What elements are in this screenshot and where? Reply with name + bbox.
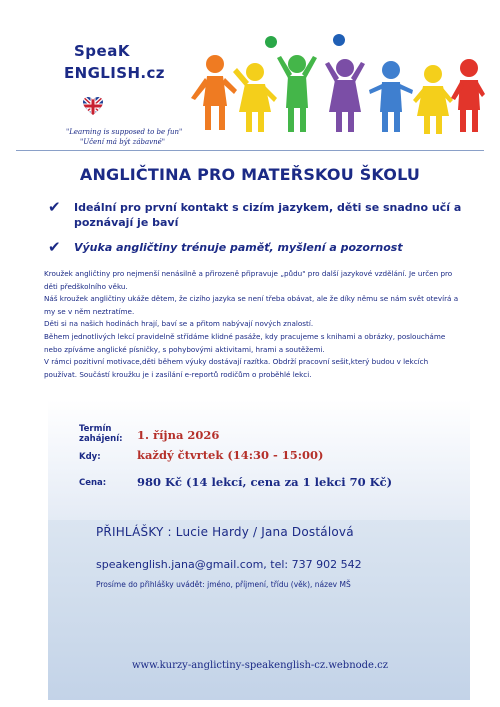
highlight-item	[48, 240, 468, 255]
highlight-text: Ideální pro první kontakt s cizím jazykem, děti se snadno učí a poznávají je baví	[74, 201, 462, 229]
checkmark-icon: ✔	[48, 238, 61, 256]
start-date-value: 1. října 2026	[137, 428, 220, 442]
checkmark-icon: ✔	[48, 198, 61, 216]
when-value: každý čtvrtek (14:30 - 15:00)	[137, 448, 324, 462]
tagline-english: "Learning is supposed to be fun"	[66, 128, 183, 136]
website-url: www.kurzy-anglictiny-speakenglish-cz.webnode.cz	[131, 660, 389, 671]
highlight-text: Výuka angličtiny trénuje paměť, myšlení a pozornost	[74, 241, 403, 254]
description-paragraph: V rámci pozitivní motivace,děti během výuky dostávají razítka. Obdrží pracovní sešit,který budou v lekcích používat. Součástí kroužku je i zasílání e-reportů rodičům o proběhlé lekci.	[44, 357, 429, 379]
highlight-item	[48, 200, 468, 230]
page-title: ANGLIČTINA PRO MATEŘSKOU ŠKOLU	[79, 165, 421, 184]
header-divider	[16, 150, 484, 151]
price-label: Cena:	[79, 478, 107, 488]
contact-panel	[48, 520, 470, 700]
logo-english-text: ENGLISH.cz	[64, 64, 165, 82]
highlights-list	[48, 200, 468, 265]
uk-flag-heart-icon	[82, 96, 104, 116]
children-illustration	[185, 28, 485, 138]
contact-email-phone: speakenglish.jana@gmail.com, tel: 737 902 542	[96, 558, 362, 571]
start-label-line1: Termín	[79, 424, 112, 434]
description-paragraph: Kroužek angličtiny pro nejmenší nenásilně a přirozeně připravuje „půdu" pro další jazykové vzdělání. Je určen pro děti předškolního věku.	[44, 269, 453, 291]
description-paragraph: Během jednotlivých lekcí pravidelně střídáme klidné pasáže, kdy pracujeme s knihami a obrázky, posloucháme nebo zpíváme anglické písničky, s pohybovými aktivitami, hrami a soutěžemi.	[44, 331, 446, 354]
price-value: 980 Kč (14 lekcí, cena za 1 lekci 70 Kč)	[137, 475, 393, 489]
logo-speak-text: SpeaK	[74, 42, 130, 60]
description-paragraph: Náš kroužek angličtiny ukáže dětem, že cizího jazyka se není třeba obávat, ale že díky němu se nám svět otevírá a my se v něm neztratíme.	[44, 294, 459, 316]
description-paragraph: Děti si na našich hodinách hrají, baví se a přitom nabývají nových znalostí.	[44, 319, 314, 329]
registration-note: Prosíme do přihlášky uvádět: jméno, příjmení, třídu (věk), název MŠ	[96, 580, 351, 589]
tagline-czech: "Učení má být zábavné"	[80, 138, 166, 146]
when-label: Kdy:	[79, 452, 101, 462]
description	[44, 268, 462, 381]
start-label-line2: zahájení:	[79, 434, 123, 444]
registration-header: PŘIHLÁŠKY : Lucie Hardy / Jana Dostálová	[96, 525, 354, 539]
